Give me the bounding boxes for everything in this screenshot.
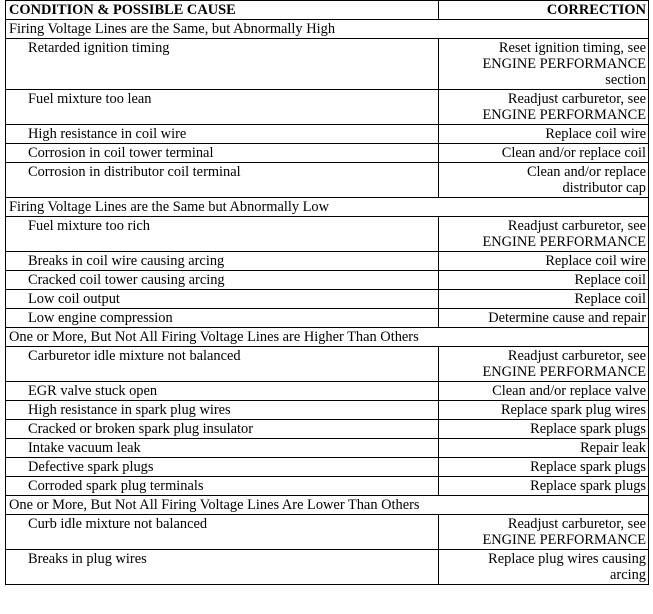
correction-cell	[439, 420, 649, 439]
cause-cell: Corrosion in coil tower terminal	[6, 144, 439, 163]
correction-line: section	[605, 72, 646, 88]
section-header-row	[6, 198, 649, 217]
correction-line: Replace coil	[574, 272, 646, 288]
correction-cell	[439, 90, 649, 125]
cause-cell: Corroded spark plug terminals	[6, 477, 439, 496]
correction-line: ENGINE PERFORMANCE	[482, 234, 646, 250]
table-row	[6, 144, 649, 163]
correction-line: Clean and/or replace valve	[492, 383, 646, 399]
table-row	[6, 90, 649, 125]
correction-line: ENGINE PERFORMANCE	[482, 532, 646, 548]
table-row	[6, 39, 649, 90]
cause-cell: High resistance in spark plug wires	[6, 401, 439, 420]
cause-cell: Breaks in plug wires	[6, 550, 439, 585]
correction-cell	[439, 439, 649, 458]
correction-line: Replace spark plugs	[530, 421, 646, 437]
correction-line: Readjust carburetor, see	[507, 516, 646, 532]
cause-cell: Curb idle mixture not balanced	[6, 515, 439, 550]
correction-line: Replace plug wires causing	[488, 551, 646, 567]
correction-cell	[439, 550, 649, 585]
table-row	[6, 420, 649, 439]
correction-line: Clean and/or replace coil	[501, 145, 646, 161]
section-title: One or More, But Not All Firing Voltage Lines Are Lower Than Others	[6, 496, 649, 515]
table-row	[6, 515, 649, 550]
table-row	[6, 309, 649, 328]
table-row	[6, 401, 649, 420]
correction-line: ENGINE PERFORMANCE	[482, 56, 646, 72]
correction-cell	[439, 163, 649, 198]
correction-line: Clean and/or replace	[526, 164, 646, 180]
section-title: One or More, But Not All Firing Voltage Lines are Higher Than Others	[6, 328, 649, 347]
cause-cell: Cracked coil tower causing arcing	[6, 271, 439, 290]
cause-cell: Breaks in coil wire causing arcing	[6, 252, 439, 271]
correction-line: Replace spark plug wires	[500, 402, 646, 418]
correction-line: Replace spark plugs	[530, 459, 646, 475]
table-header-row	[6, 1, 649, 20]
section-header-row	[6, 328, 649, 347]
cause-cell: High resistance in coil wire	[6, 125, 439, 144]
correction-line: Replace coil wire	[545, 126, 646, 142]
correction-line: Reset ignition timing, see	[498, 40, 646, 56]
cause-cell: Low coil output	[6, 290, 439, 309]
cause-cell: Corrosion in distributor coil terminal	[6, 163, 439, 198]
table-row	[6, 271, 649, 290]
correction-cell	[439, 515, 649, 550]
correction-line: Determine cause and repair	[488, 310, 646, 326]
table-body	[6, 20, 649, 585]
correction-line: distributor cap	[562, 180, 646, 196]
cause-cell: Retarded ignition timing	[6, 39, 439, 90]
section-title: Firing Voltage Lines are the Same but Abnormally Low	[6, 198, 649, 217]
cause-cell: EGR valve stuck open	[6, 382, 439, 401]
table-row	[6, 252, 649, 271]
correction-cell	[439, 347, 649, 382]
correction-line: Readjust carburetor, see	[507, 348, 646, 364]
table-row	[6, 347, 649, 382]
correction-line: Replace spark plugs	[530, 478, 646, 494]
table-row	[6, 550, 649, 585]
cause-cell: Fuel mixture too lean	[6, 90, 439, 125]
correction-cell	[439, 217, 649, 252]
header-condition: CONDITION & POSSIBLE CAUSE	[6, 1, 439, 20]
correction-cell	[439, 125, 649, 144]
correction-line: Replace coil wire	[545, 253, 646, 269]
correction-cell	[439, 382, 649, 401]
cause-cell: Fuel mixture too rich	[6, 217, 439, 252]
cause-cell: Cracked or broken spark plug insulator	[6, 420, 439, 439]
table-row	[6, 458, 649, 477]
table-row	[6, 290, 649, 309]
table-row	[6, 125, 649, 144]
correction-cell	[439, 252, 649, 271]
table-row	[6, 477, 649, 496]
cause-cell: Low engine compression	[6, 309, 439, 328]
correction-line: Replace coil	[574, 291, 646, 307]
correction-line: Readjust carburetor, see	[507, 218, 646, 234]
correction-cell	[439, 290, 649, 309]
cause-cell: Intake vacuum leak	[6, 439, 439, 458]
header-correction: CORRECTION	[439, 1, 649, 20]
section-header-row	[6, 20, 649, 39]
correction-cell	[439, 401, 649, 420]
correction-line: arcing	[610, 567, 646, 583]
table-row	[6, 163, 649, 198]
correction-cell	[439, 39, 649, 90]
troubleshooting-table	[5, 0, 649, 585]
cause-cell: Defective spark plugs	[6, 458, 439, 477]
correction-cell	[439, 271, 649, 290]
correction-cell	[439, 144, 649, 163]
correction-line: ENGINE PERFORMANCE	[482, 107, 646, 123]
correction-line: Repair leak	[580, 440, 646, 456]
table-row	[6, 217, 649, 252]
table-row	[6, 439, 649, 458]
correction-cell	[439, 309, 649, 328]
section-title: Firing Voltage Lines are the Same, but Abnormally High	[6, 20, 649, 39]
correction-cell	[439, 477, 649, 496]
correction-line: ENGINE PERFORMANCE	[482, 364, 646, 380]
correction-line: Readjust carburetor, see	[507, 91, 646, 107]
table-row	[6, 382, 649, 401]
correction-cell	[439, 458, 649, 477]
cause-cell: Carburetor idle mixture not balanced	[6, 347, 439, 382]
section-header-row	[6, 496, 649, 515]
